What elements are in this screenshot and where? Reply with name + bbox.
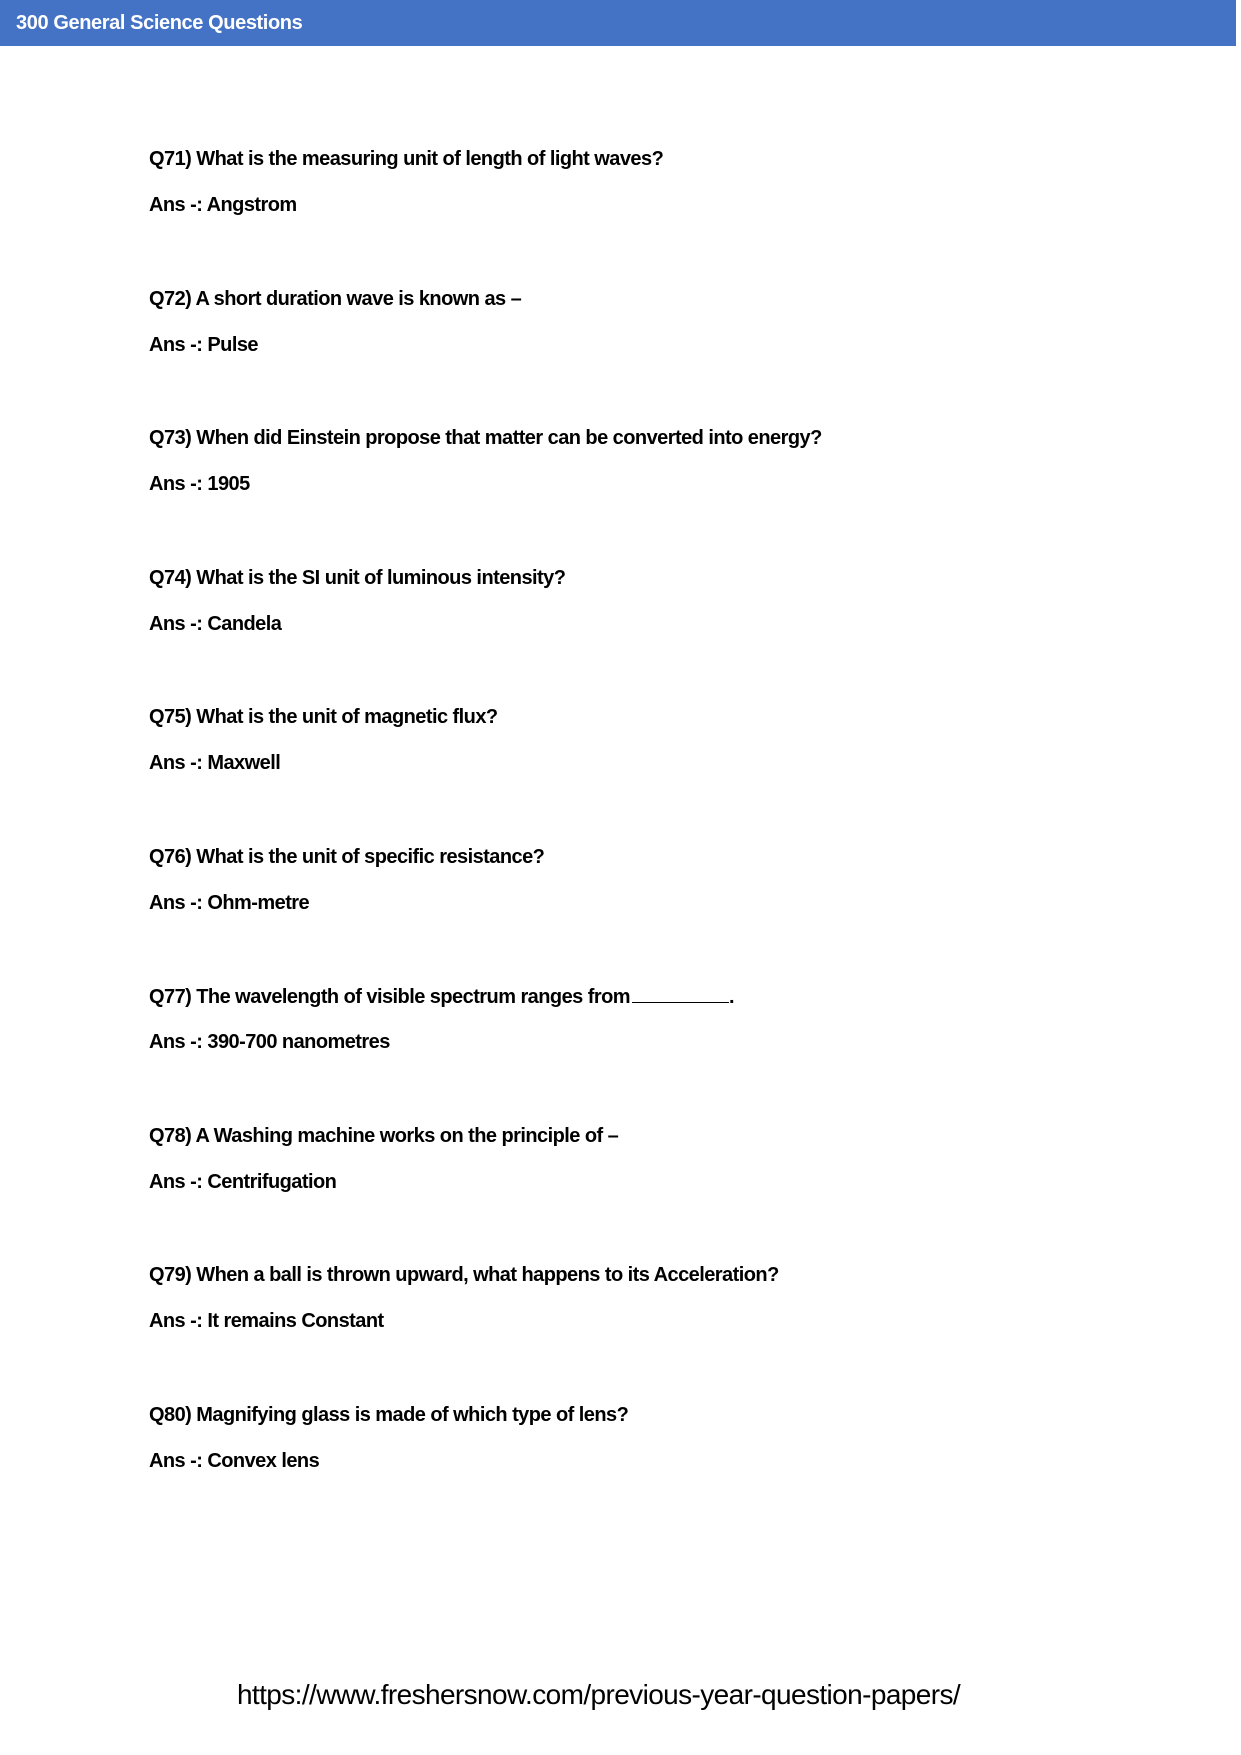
header-bar bbox=[0, 0, 1236, 46]
question-text: Q73) When did Einstein propose that matter can be converted into energy? bbox=[149, 427, 822, 449]
answer-text: Ans -: Ohm-metre bbox=[149, 891, 310, 914]
qa-item-77 bbox=[149, 984, 1149, 1124]
qa-item-72 bbox=[149, 287, 1149, 427]
question-text: Q76) What is the unit of specific resistance? bbox=[149, 845, 545, 868]
qa-item-76 bbox=[149, 845, 1149, 985]
document-title: 300 General Science Questions bbox=[16, 12, 303, 34]
qa-item-80 bbox=[149, 1403, 1149, 1543]
answer-text: Ans -: 390-700 nanometres bbox=[149, 1031, 390, 1053]
fill-in-blank bbox=[632, 984, 729, 1003]
answer-text: Ans -: Candela bbox=[149, 612, 282, 635]
qa-item-79 bbox=[149, 1263, 1149, 1403]
qa-list bbox=[149, 147, 1149, 1542]
question-text: Q72) A short duration wave is known as – bbox=[149, 287, 522, 310]
footer-link-text[interactable]: https://www.freshersnow.com/previous-year-question-papers/ bbox=[236, 1679, 961, 1710]
footer-url bbox=[0, 1678, 1241, 1712]
question-text: Q80) Magnifying glass is made of which type of lens? bbox=[149, 1403, 629, 1426]
question-with-blank bbox=[149, 984, 734, 1009]
question-suffix: . bbox=[728, 986, 734, 1008]
qa-item-75 bbox=[149, 705, 1149, 845]
answer-text: Ans -: 1905 bbox=[149, 473, 250, 495]
qa-item-74 bbox=[149, 566, 1149, 706]
question-text: Q75) What is the unit of magnetic flux? bbox=[149, 706, 498, 728]
answer-text: Ans -: Angstrom bbox=[149, 194, 297, 216]
question-text: Q77) The wavelength of visible spectrum ranges from bbox=[149, 986, 630, 1008]
answer-text: Ans -: Maxwell bbox=[149, 752, 281, 774]
question-text: Q79) When a ball is thrown upward, what happens to its Acceleration? bbox=[149, 1264, 779, 1286]
qa-item-73 bbox=[149, 426, 1149, 566]
answer-text: Ans -: Convex lens bbox=[149, 1449, 320, 1472]
answer-text: Ans -: Pulse bbox=[149, 333, 258, 356]
qa-item-71 bbox=[149, 147, 1149, 287]
answer-text: Ans -: Centrifugation bbox=[149, 1170, 337, 1193]
question-text: Q78) A Washing machine works on the principle of – bbox=[149, 1124, 619, 1147]
question-text: Q74) What is the SI unit of luminous intensity? bbox=[149, 566, 566, 589]
answer-text: Ans -: It remains Constant bbox=[149, 1310, 384, 1332]
question-text: Q71) What is the measuring unit of length of light waves? bbox=[149, 148, 664, 170]
qa-item-78 bbox=[149, 1124, 1149, 1264]
